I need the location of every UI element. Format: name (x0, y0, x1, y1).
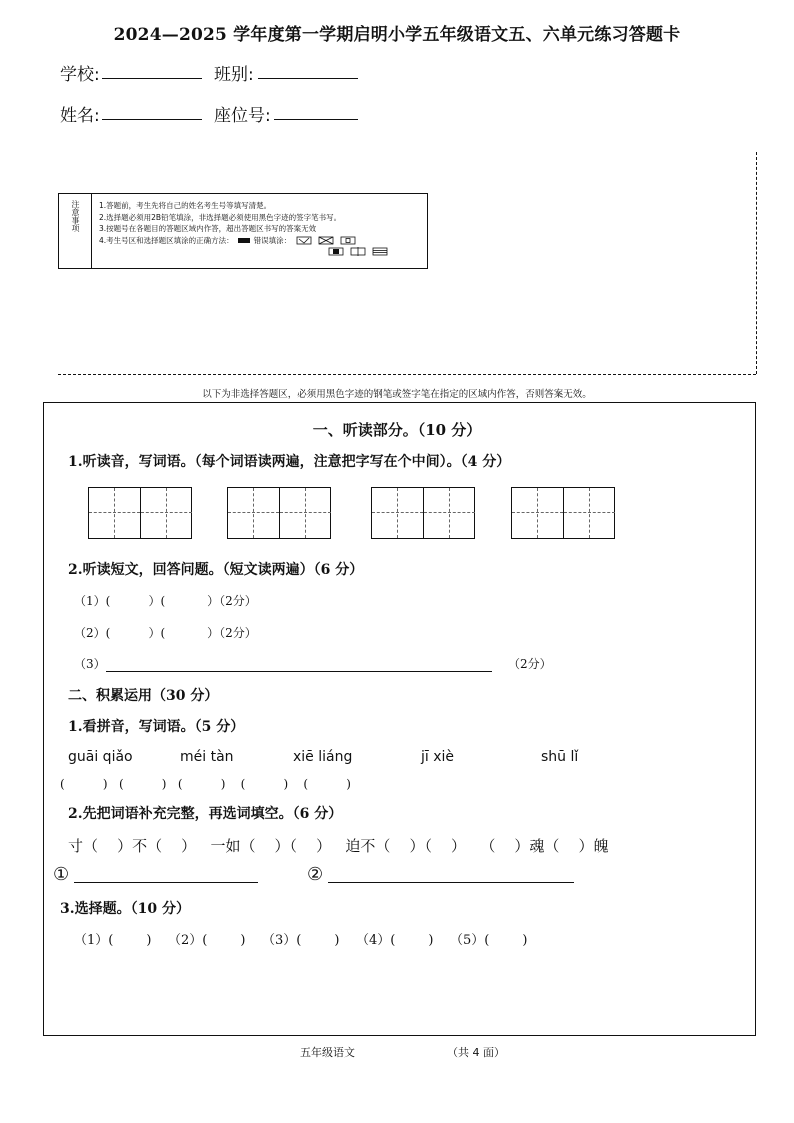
wrong-fill-icons-row1 (295, 236, 359, 245)
answer-line-2[interactable]: （2）( ）( ）（2分） (74, 626, 257, 640)
name-field[interactable] (102, 119, 202, 120)
char-grid-2[interactable] (227, 487, 331, 539)
notice-line-2: 2.选择题必须用2B铅笔填涂，非选择题必须使用黑色字迹的签字笔书写。 (99, 212, 342, 222)
dashed-divider-horizontal (58, 374, 756, 375)
blank-marker-2: ② (307, 864, 324, 885)
answer-line-3-blank[interactable] (106, 671, 492, 672)
answer-line-3-label: （3） (74, 657, 106, 671)
notice-side-label: 注意事项 (59, 194, 92, 268)
pinyin-2: méi tàn (180, 749, 234, 765)
idiom-fill-line[interactable]: 寸（ ）不（ ） 一如（ ）（ ） 迫不（ ）（ ） （ ）魂（ ）魄 (68, 837, 609, 855)
pinyin-5: shū lǐ (541, 749, 579, 765)
section2-q3: 3.选择题。（10 分） (60, 901, 190, 917)
notice-box (58, 193, 428, 269)
char-grid-3[interactable] (371, 487, 475, 539)
notice-line-4: 4.考生号区和选择题区填涂的正确方法： 错误填涂： (99, 235, 391, 247)
char-cell[interactable] (140, 488, 191, 538)
school-label: 学校: (60, 65, 100, 85)
section2-q2: 2.先把词语补充完整，再选词填空。（6 分） (68, 806, 343, 822)
class-label: 班别: (214, 65, 254, 85)
school-field[interactable] (102, 78, 202, 79)
pinyin-4: jī xiè (421, 749, 455, 765)
name-label: 姓名: (60, 106, 100, 126)
char-cell[interactable] (563, 488, 614, 538)
char-cell[interactable] (372, 488, 423, 538)
section1-q1: 1.听读音，写词语。（每个词语读两遍，注意把字写在个中间）。（4 分） (68, 454, 511, 470)
footer-subject: 五年级语文 (300, 1046, 355, 1059)
char-cell[interactable] (89, 488, 140, 538)
char-cell[interactable] (228, 488, 279, 538)
section2-q1: 1.看拼音，写词语。（5 分） (68, 719, 245, 735)
char-grid-4[interactable] (511, 487, 615, 539)
seat-field[interactable] (274, 119, 358, 120)
dashed-divider-vertical (756, 152, 757, 374)
correct-fill-icon (238, 238, 250, 243)
class-field[interactable] (258, 78, 358, 79)
pinyin-3: xiē liáng (293, 749, 353, 765)
footer-page-count: （共 4 面） (447, 1046, 505, 1059)
notice-line-5 (99, 246, 391, 260)
choice-answer-line[interactable]: （1）( ) （2）( ) （3）( ) （4）( ) （5）( ) (74, 933, 528, 948)
wrong-fill-icons-row2 (327, 247, 391, 256)
char-cell[interactable] (423, 488, 474, 538)
section2-heading: 二、积累运用（30 分） (68, 688, 219, 704)
fill-blank-2[interactable] (328, 882, 574, 883)
notice-line-3: 3.按题号在各题目的答题区域内作答，超出答题区书写的答案无效 (99, 224, 317, 233)
notice-lines (99, 200, 391, 260)
section1-q2: 2.听读短文，回答问题。（短文读两遍）（6 分） (68, 562, 364, 578)
char-grid-1[interactable] (88, 487, 192, 539)
page-title: 2024—2025 学年度第一学期启明小学五年级语文五、六单元练习答题卡 (113, 25, 681, 45)
char-cell[interactable] (512, 488, 563, 538)
answer-line-3-score: （2分） (508, 657, 552, 671)
pinyin-1: guāi qiǎo (68, 749, 133, 765)
pinyin-answer-brackets[interactable]: ( ) ( ) ( ) ( ) ( ) (60, 777, 351, 791)
char-cell[interactable] (279, 488, 330, 538)
fill-blank-1[interactable] (74, 882, 258, 883)
answer-line-1[interactable]: （1）( ）( ）（2分） (74, 594, 257, 608)
section1-heading: 一、听读部分。（10 分） (312, 421, 482, 439)
answer-area-warning: 以下为非选择答题区，必须用黑色字迹的钢笔或签字笔在指定的区域内作答，否则答案无效。 (202, 389, 592, 400)
seat-label: 座位号: (214, 106, 271, 126)
blank-marker-1: ① (53, 864, 70, 885)
notice-line-1: 1.答题前，考生先将自己的姓名考生号等填写清楚。 (99, 201, 272, 210)
